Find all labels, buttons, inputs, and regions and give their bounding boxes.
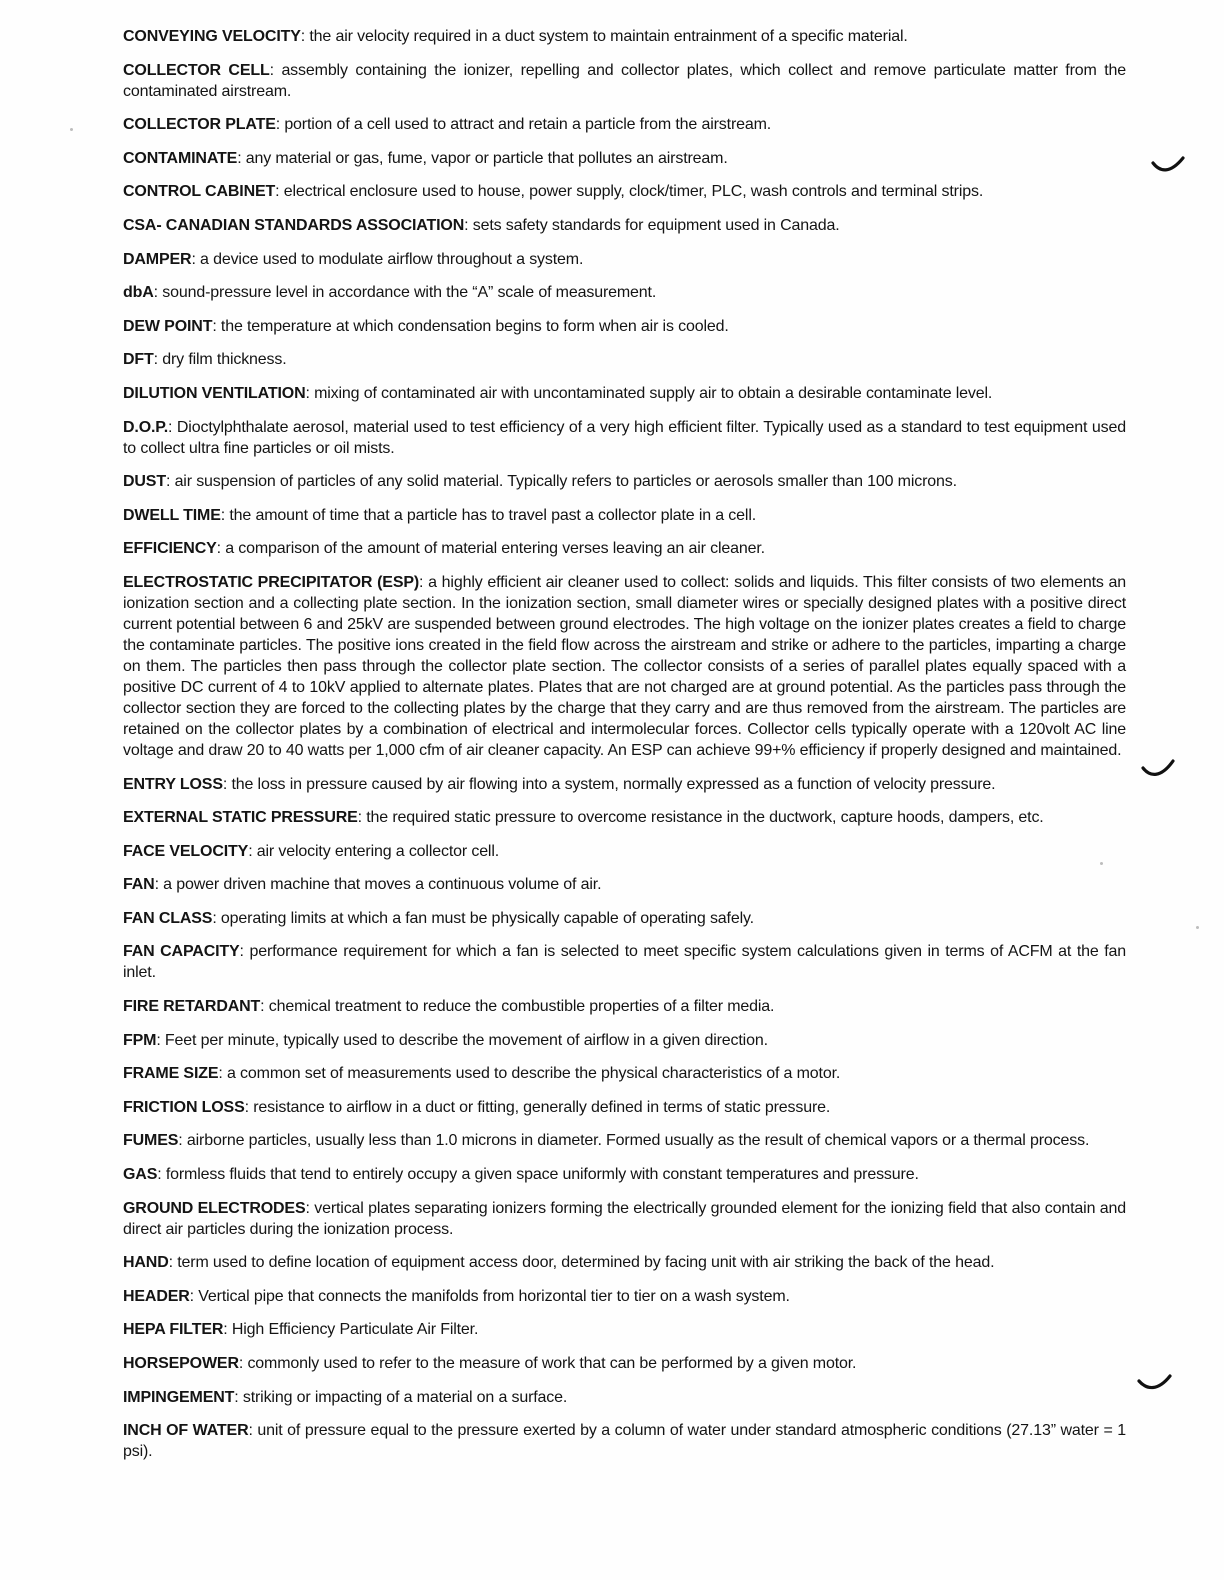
glossary-entry [123,417,1126,459]
glossary-term: FPM [123,1031,157,1049]
glossary-definition: Feet per minute, typically used to describe the movement of airflow in a given direction. [164,1031,768,1049]
glossary-term: DFT [123,351,154,369]
glossary-definition: performance requirement for which a fan is selected to meet specific system calculations given in terms of ACFM at the fan inlet. [123,943,1127,982]
glossary-term: FACE VELOCITY [123,842,249,860]
glossary-entry [123,249,1126,270]
term-separator: : [178,1132,187,1150]
glossary-entry [123,471,1126,492]
glossary-entry [123,1252,1126,1273]
glossary-entry [123,841,1126,862]
term-separator: : [168,418,177,436]
glossary-entry [123,349,1126,370]
glossary-definition: the required static pressure to overcome resistance in the ductwork, capture hoods, dampers, etc. [366,809,1044,827]
term-separator: : [238,1355,248,1372]
glossary-term: COLLECTOR PLATE [123,116,276,134]
glossary-entry [123,1097,1126,1118]
glossary-definition: air suspension of particles of any solid material. Typically refers to particles or aerosols smaller than 100 microns. [174,473,957,491]
glossary-term: DWELL TIME [123,506,221,524]
glossary-entry [123,774,1126,795]
glossary-definition: dry film thickness. [162,351,287,369]
glossary-entry [123,1030,1126,1051]
glossary-entry [123,1420,1126,1462]
glossary-term: FRAME SIZE [123,1065,219,1083]
term-separator: : [153,284,163,302]
glossary-term: HEADER [123,1287,190,1305]
term-separator: : [156,1031,165,1049]
term-separator: : [220,506,230,524]
glossary-entry [123,1164,1126,1185]
glossary-entry [123,941,1126,983]
checkmark-icon [1140,758,1180,782]
term-separator: : [419,573,429,591]
glossary-entry [123,1387,1126,1408]
glossary-entry [123,181,1126,202]
term-separator: : [212,317,221,335]
term-separator: : [216,540,226,558]
term-separator: : [305,1199,315,1217]
glossary-term: DILUTION VENTILATION [123,384,306,402]
glossary-definition: the temperature at which condensation begins to form when air is cooled. [220,317,729,335]
term-separator: : [248,842,257,860]
term-separator: : [237,149,246,167]
glossary-term: COLLECTOR CELL [123,61,270,79]
glossary-definition: a highly efficient air cleaner used to collect: solids and liquids. This filter consists of two elements an ionization section and a collecting plate section. In the ionization section, small diameter wires or specially designed plates with a positive direct current potential between 6 and 25kV are suspended between ground electrodes. The high voltage on the ionizer plates creates a field to charge the contaminate particles. The positive ions created in the field flow across the airstream and strike or adhere to the particles, imparting a charge on them. The particles then pass through the collector plate section. The collector consists of a series of parallel plates equally spaced with a positive DC current of 4 to 10kV applied to alternate plates. Plates that are not charged are at ground potential. As the particles pass through the collector section they are forced to the collecting plates by the charge that they carry and are thus removed from the airstream. The particles are retained on the collector plates by a combination of electrical and intermolecular forces. Collector cells typically operate with a 120volt AC line voltage and draw 20 to 40 watts per 1,000 cfm of air cleaner capacity. An ESP can achieve 99+% efficiency if properly designed and maintained. [123,573,1127,759]
glossary-definition: assembly containing the ionizer, repelling and collector plates, which collect and remove particulate matter from the contaminated airstream. [123,61,1127,100]
term-separator: : [189,1287,199,1305]
glossary-term: HEPA FILTER [123,1321,224,1339]
glossary-entry [123,505,1126,526]
glossary-definition: High Efficiency Particulate Air Filter. [231,1321,479,1339]
term-separator: : [357,809,367,827]
glossary-term: INCH OF WATER [123,1422,249,1440]
glossary-entry [123,26,1126,47]
glossary-definition: Dioctylphthalate aerosol, material used to test efficiency of a very high efficient filter. Typically used as a standard to test equipment used to collect ultra fine particles or oil mists. [123,418,1126,457]
glossary-definition: the amount of time that a particle has to travel past a collector plate in a cell. [229,506,757,524]
glossary-list [123,26,1126,1475]
glossary-term: CONTAMINATE [123,149,238,167]
glossary-definition: formless fluids that tend to entirely occupy a given space uniformly with constant temperatures and pressure. [165,1166,919,1184]
glossary-entry [123,572,1126,761]
glossary-entry [123,282,1126,303]
glossary-entry [123,1353,1126,1374]
term-separator: : [212,909,221,927]
glossary-term: HORSEPOWER [123,1355,239,1372]
glossary-term: ELECTROSTATIC PRECIPITATOR (ESP) [123,573,420,591]
term-separator: : [168,1254,178,1272]
glossary-definition: sets safety standards for equipment used in Canada. [472,216,840,234]
glossary-definition: the loss in pressure caused by air flowing into a system, normally expressed as a function of velocity pressure. [231,775,996,793]
term-separator: : [239,943,250,961]
glossary-definition: chemical treatment to reduce the combustible properties of a filter media. [268,998,775,1016]
glossary-term: FAN CAPACITY [123,943,240,961]
glossary-term: DUST [123,473,166,491]
term-separator: : [191,250,201,268]
glossary-definition: term used to define location of equipment access door, determined by facing unit with air striking the back of the head. [177,1254,995,1272]
glossary-definition: air velocity entering a collector cell. [256,842,500,860]
glossary-entry [123,1286,1126,1307]
term-separator: : [223,1321,232,1339]
glossary-definition: vertical plates separating ionizers forming the electrically grounded element for the ionizing field that also contain and direct air particles during the ionization process. [123,1199,1126,1238]
term-separator: : [234,1388,243,1406]
scan-speck [1196,926,1199,929]
glossary-entry [123,215,1126,236]
glossary-term: HAND [123,1254,169,1272]
glossary-term: DAMPER [123,250,192,268]
scan-speck [70,128,73,131]
glossary-definition: resistance to airflow in a duct or fitting, generally defined in terms of static pressure. [253,1098,831,1116]
glossary-term: GAS [123,1166,158,1184]
term-separator: : [269,61,282,79]
glossary-entry [123,1130,1126,1151]
glossary-entry [123,1319,1126,1340]
glossary-definition: a common set of measurements used to describe the physical characteristics of a motor. [227,1065,841,1083]
glossary-definition: electrical enclosure used to house, power supply, clock/timer, PLC, wash controls and terminal strips. [283,183,984,201]
term-separator: : [218,1065,227,1083]
glossary-definition: a device used to modulate airflow throughout a system. [200,250,584,268]
glossary-term: DEW POINT [123,317,213,335]
glossary-definition: portion of a cell used to attract and retain a particle from the airstream. [284,116,772,134]
glossary-definition: commonly used to refer to the measure of work that can be performed by a given motor. [247,1355,857,1372]
term-separator: : [154,876,164,894]
term-separator: : [300,28,310,45]
glossary-term: FRICTION LOSS [123,1098,245,1116]
glossary-entry [123,807,1126,828]
glossary-entry [123,60,1126,102]
glossary-term: FIRE RETARDANT [123,998,261,1016]
glossary-definition: a power driven machine that moves a continuous volume of air. [163,876,602,894]
term-separator: : [157,1166,166,1184]
glossary-definition: striking or impacting of a material on a surface. [242,1388,568,1406]
glossary-definition: airborne particles, usually less than 1.0 microns in diameter. Formed usually as the result of chemical vapors or a thermal process. [186,1132,1090,1150]
glossary-entry [123,316,1126,337]
glossary-term: IMPINGEMENT [123,1388,235,1406]
term-separator: : [275,183,284,201]
glossary-term: CONVEYING VELOCITY [123,28,301,45]
term-separator: : [165,473,175,491]
glossary-term: CSA- CANADIAN STANDARDS ASSOCIATION [123,216,465,234]
glossary-entry [123,538,1126,559]
term-separator: : [464,216,473,234]
glossary-entry [123,874,1126,895]
glossary-entry [123,908,1126,929]
glossary-entry [123,996,1126,1017]
glossary-term: FUMES [123,1132,179,1150]
glossary-definition: mixing of contaminated air with uncontaminated supply air to obtain a desirable contaminate level. [314,384,993,402]
glossary-definition: Vertical pipe that connects the manifolds from horizontal tier to tier on a wash system. [198,1287,790,1305]
glossary-term: EFFICIENCY [123,540,217,558]
checkmark-icon [1150,154,1190,178]
term-separator: : [248,1422,258,1440]
glossary-entry [123,114,1126,135]
glossary-entry [123,1198,1126,1240]
glossary-definition: any material or gas, fume, vapor or particle that pollutes an airstream. [245,149,728,167]
checkmark-icon [1136,1372,1176,1396]
glossary-definition: a comparison of the amount of material entering verses leaving an air cleaner. [225,540,765,558]
glossary-entry [123,148,1126,169]
term-separator: : [305,384,315,402]
glossary-term: EXTERNAL STATIC PRESSURE [123,809,358,827]
glossary-term: FAN [123,876,155,894]
glossary-term: FAN CLASS [123,909,213,927]
term-separator: : [244,1098,254,1116]
term-separator: : [153,351,163,369]
glossary-entry [123,383,1126,404]
glossary-definition: operating limits at which a fan must be physically capable of operating safely. [220,909,754,927]
glossary-term: dbA [123,284,154,302]
term-separator: : [275,116,285,134]
term-separator: : [222,775,232,793]
glossary-definition: the air velocity required in a duct system to maintain entrainment of a specific material. [309,28,908,45]
glossary-term: CONTROL CABINET [123,183,276,201]
glossary-entry [123,1063,1126,1084]
term-separator: : [260,998,269,1016]
glossary-term: D.O.P. [123,418,169,436]
glossary-term: ENTRY LOSS [123,775,223,793]
glossary-definition: unit of pressure equal to the pressure exerted by a column of water under standard atmospheric conditions (27.13” water = 1 psi). [123,1422,1126,1461]
glossary-definition: sound-pressure level in accordance with the “A” scale of measurement. [162,284,657,302]
scan-speck [1100,862,1103,865]
glossary-term: GROUND ELECTRODES [123,1199,306,1217]
